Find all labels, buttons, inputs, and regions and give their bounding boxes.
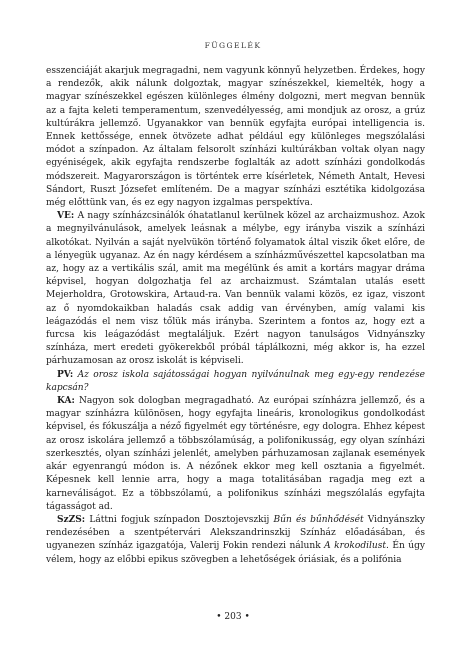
paragraph: [46, 65, 425, 210]
italic-text: Bűn és bűnhődését: [273, 514, 364, 525]
speaker-label: SzZS:: [57, 514, 86, 525]
paragraph-text: esszenciáját akarjuk megragadni, nem vagyunk könnyű helyzetben. Érdekes, hogy a rendezők, akik nálunk dolgoztak, magyar színészekkel, kiemelték, hogy a magyar színészekkel egészen különleges élmény dolgozni, mert megvan bennük az a fajta keleti temperamentum, szenvedélyesség, ami mondjuk az orosz, a grúz kultúrákra jellemző. Ugyanakkor van bennük egyfajta európai intelligencia is. Ennek kettőssége, ennek ötvözete adhat például egy különleges megszólalási módot a színpadon. Az általam felsorolt színházi kultúrákban voltak olyan nagy egyéniségek, akik egyfajta rendszerbe foglalták az adott színházi gondolkodás módszereit. Magyarországon is történtek erre kísérletek, Németh Antalt, Hevesi Sándort, Ruszt Józsefet említeném. De a magyar színházi esztétika kidolgozása még előttünk van, és ez egy nagyon izgalmas perspektíva.: [46, 66, 425, 209]
italic-text: Az orosz iskola sajátosságai hogyan nyilvánulnak meg egy-egy rendezése kapcsán?: [46, 369, 425, 393]
paragraph: [46, 514, 425, 567]
body-text: [46, 65, 425, 567]
speaker-label: PV:: [57, 369, 74, 380]
italic-text: A krokodilust: [324, 541, 387, 552]
speaker-label: KA:: [57, 396, 75, 407]
running-head: FÜGGELÉK: [204, 41, 262, 50]
page-number: • 203 •: [216, 612, 250, 622]
paragraph-text: A nagy színházcsinálók óhatatlanul kerülnek közel az archaizmushoz. Azok a megnyilvánulások, amelyek leásnak a mélybe, egy irányba viszik a színházi alkotókat. Nyilván a saját nyelvükön történő folyamatok által viszik őket előre, de a lényegük ugyanaz. Az én nagy kérdésem a színházművészettel kapcsolatban ma az, hogy az a vertikális szál, amit ma megélünk és amit a kortárs magyar dráma képvisel, hogyan dolgozhatja fel az archaizmust. Számtalan utalás esett Mejerholdra, Grotowskira, Artaud-ra. Van bennük valami közös, ez igaz, viszont az ő nyomdokaikban haladás csak addig van érvényben, amíg valami kis leágazódás el nem visz tőlük más irányba. Szerintem a fontos az, hogy ezt a furcsa kis leágazódást megtaláljuk. Ezért nagyon tanulságos Vidnyánszky színháza, mert eredeti gyökerekből próbál táplálkozni, még akkor is, ha ezzel párhuzamosan az orosz iskolát is képviseli.: [46, 211, 425, 367]
paragraph: [46, 395, 425, 514]
paragraph-text: Nagyon sok dologban megragadható. Az európai színházra jellemző, és a magyar színházra különösen, hogy egyfajta lineáris, kronologikus gondolkodást képvisel, és fókuszálja a néző figyelmét egy történésre, egy dologra. Ehhez képest az orosz iskolára jellemző a többszólamúság, a polifonikusság, egy olyan színházi szerkesztés, olyan színházi jelenlét, amelyben párhuzamosan zajlanak események akár egyenrangú módon is. A nézőnek ekkor meg kell osztania a figyelmét. Képesnek kell lennie arra, hogy a maga totalitásában ragadja meg ezt a karneváliságot. Ez a többszólamú, a polifonikus színházi megszólalás egyfajta tágasságot ad.: [46, 396, 425, 512]
paragraph: [46, 210, 425, 368]
paragraph-text: Láttni fogjuk színpadon Dosztojevszkij: [89, 514, 274, 525]
paragraph-text: . Én úgy vélem, hogy az előbbi epikus szövegben a lehetőségek óriásiak, és a polifónia: [46, 541, 425, 565]
speaker-label: VE:: [57, 211, 75, 222]
paragraph: [46, 369, 425, 395]
paragraph-text: Vidnyánszky rendezésében a szentpétervári Alekszandrinszkij Színház előadásában, és ugyanezen színház igazgatója, Valerij Fokin rendezi nálunk: [46, 514, 426, 552]
